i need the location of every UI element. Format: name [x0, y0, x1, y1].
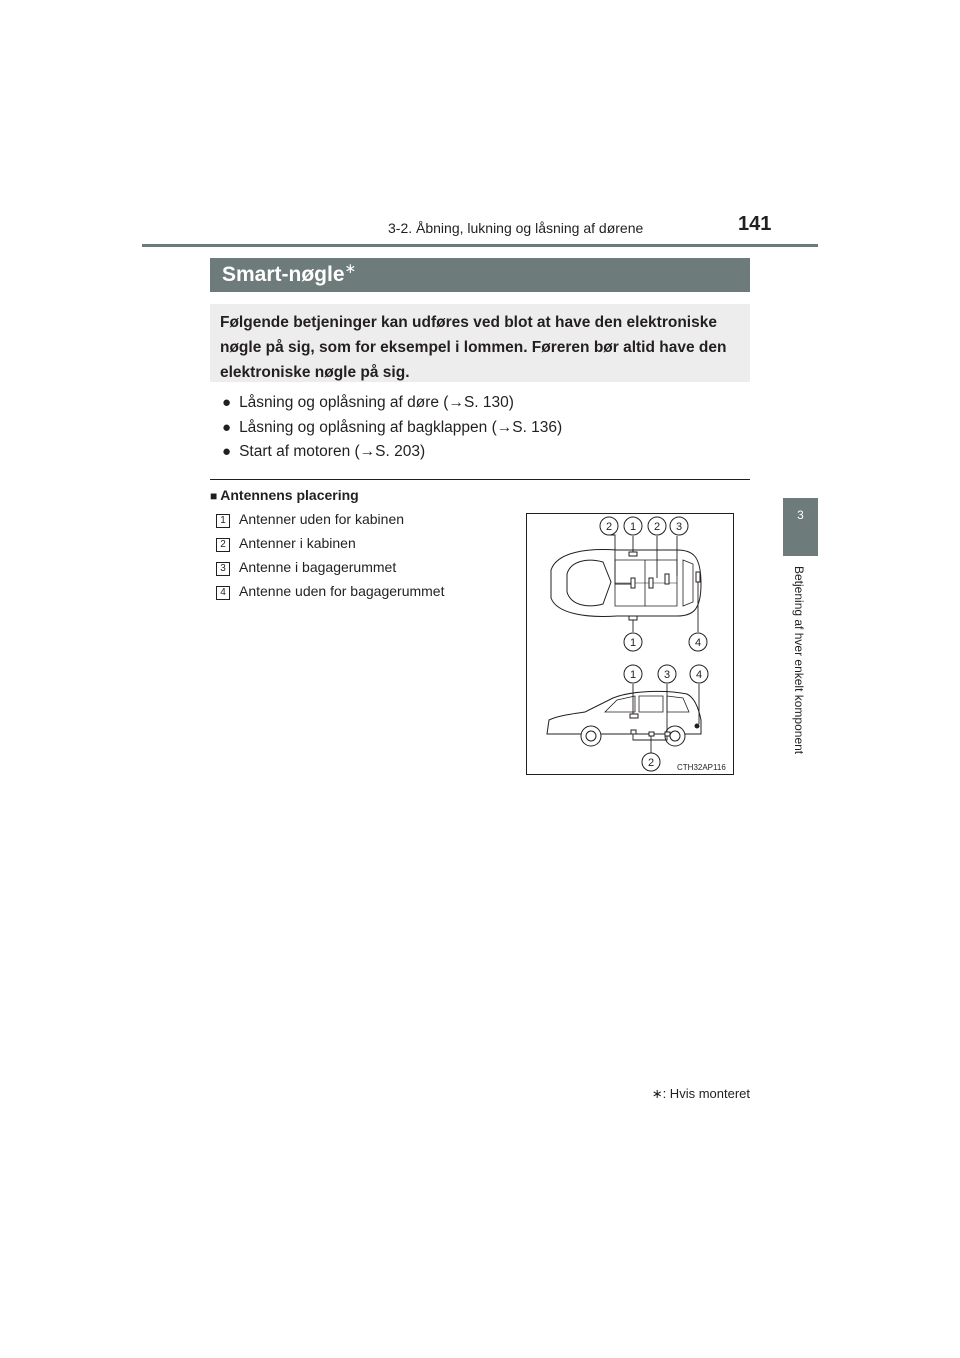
- car-diagram: [527, 514, 733, 774]
- callout-label: 4: [695, 669, 703, 681]
- legend-number: 4: [216, 586, 230, 600]
- figure-code: CTH32AP116: [677, 763, 726, 772]
- subsection-heading: ■ Antennens placering: [210, 487, 359, 503]
- page-number: 141: [738, 213, 772, 235]
- callout-label: 2: [653, 521, 661, 533]
- bullet-item: ● Start af motoren (→S. 203): [222, 443, 426, 460]
- legend-text: Antenner i kabinen: [239, 535, 356, 551]
- intro-box: Følgende betjeninger kan udføres ved blot at have den elektroniske nøgle på sig, som for eksempel i lommen. Føreren bør altid have den elektroniske nøgle på sig.: [210, 304, 750, 382]
- bullet-text: Låsning og oplåsning af bagklappen (→S. 136): [239, 419, 563, 436]
- section-title: Smart-nøgle: [222, 263, 345, 286]
- antenna-mark: [629, 616, 637, 620]
- legend-number: 2: [216, 538, 230, 552]
- chapter-number: 3: [797, 508, 804, 522]
- antenna-mark: [696, 572, 700, 582]
- legend-item: [216, 559, 396, 576]
- antenna-mark: [665, 732, 670, 736]
- antenna-location-figure: [526, 513, 734, 775]
- legend-item: [216, 535, 356, 552]
- legend-text: Antenne i bagagerummet: [239, 559, 397, 575]
- legend-number: 3: [216, 562, 230, 576]
- callout-label: 1: [629, 669, 637, 681]
- antenna-mark: [649, 732, 654, 736]
- subsection-title: Antennens placering: [220, 487, 359, 503]
- legend-item: [216, 511, 404, 528]
- chapter-tab: [783, 498, 818, 556]
- antenna-mark: [649, 578, 653, 588]
- bullet-text: Start af motoren (→S. 203): [239, 443, 426, 460]
- callout-label: 3: [675, 521, 683, 533]
- section-divider: [210, 479, 750, 480]
- bullet-item: ● Låsning og oplåsning af døre (→S. 130): [222, 394, 514, 411]
- chapter-title: Betjening af hver enkelt komponent: [792, 566, 806, 755]
- callout-label: 2: [605, 521, 613, 533]
- callout-label: 4: [694, 637, 702, 649]
- antenna-mark: [629, 552, 637, 556]
- callout-label: 1: [629, 637, 637, 649]
- legend-item: [216, 583, 444, 600]
- callout-label: 1: [629, 521, 637, 533]
- antenna-mark: [695, 724, 699, 728]
- footnote: ∗: Hvis monteret: [651, 1086, 750, 1101]
- header-divider: [142, 244, 818, 247]
- callout-label: 3: [663, 669, 671, 681]
- section-header: 3-2. Åbning, lukning og låsning af dørene: [388, 220, 644, 236]
- bullet-text: Låsning og oplåsning af døre (→S. 130): [239, 394, 514, 411]
- antenna-mark: [665, 574, 669, 584]
- antenna-mark: [630, 714, 638, 718]
- car-side-view: [547, 691, 701, 746]
- optional-marker: ∗: [344, 260, 357, 276]
- section-title-bar: [210, 258, 750, 292]
- car-top-view: [551, 550, 701, 617]
- legend-text: Antenner uden for kabinen: [239, 511, 405, 527]
- callout-label: 2: [647, 757, 655, 769]
- bullet-item: ● Låsning og oplåsning af bagklappen (→S. 136): [222, 419, 563, 436]
- antenna-mark: [631, 730, 636, 734]
- antenna-mark: [631, 578, 635, 588]
- legend-text: Antenne uden for bagagerummet: [239, 583, 445, 599]
- legend-number: 1: [216, 514, 230, 528]
